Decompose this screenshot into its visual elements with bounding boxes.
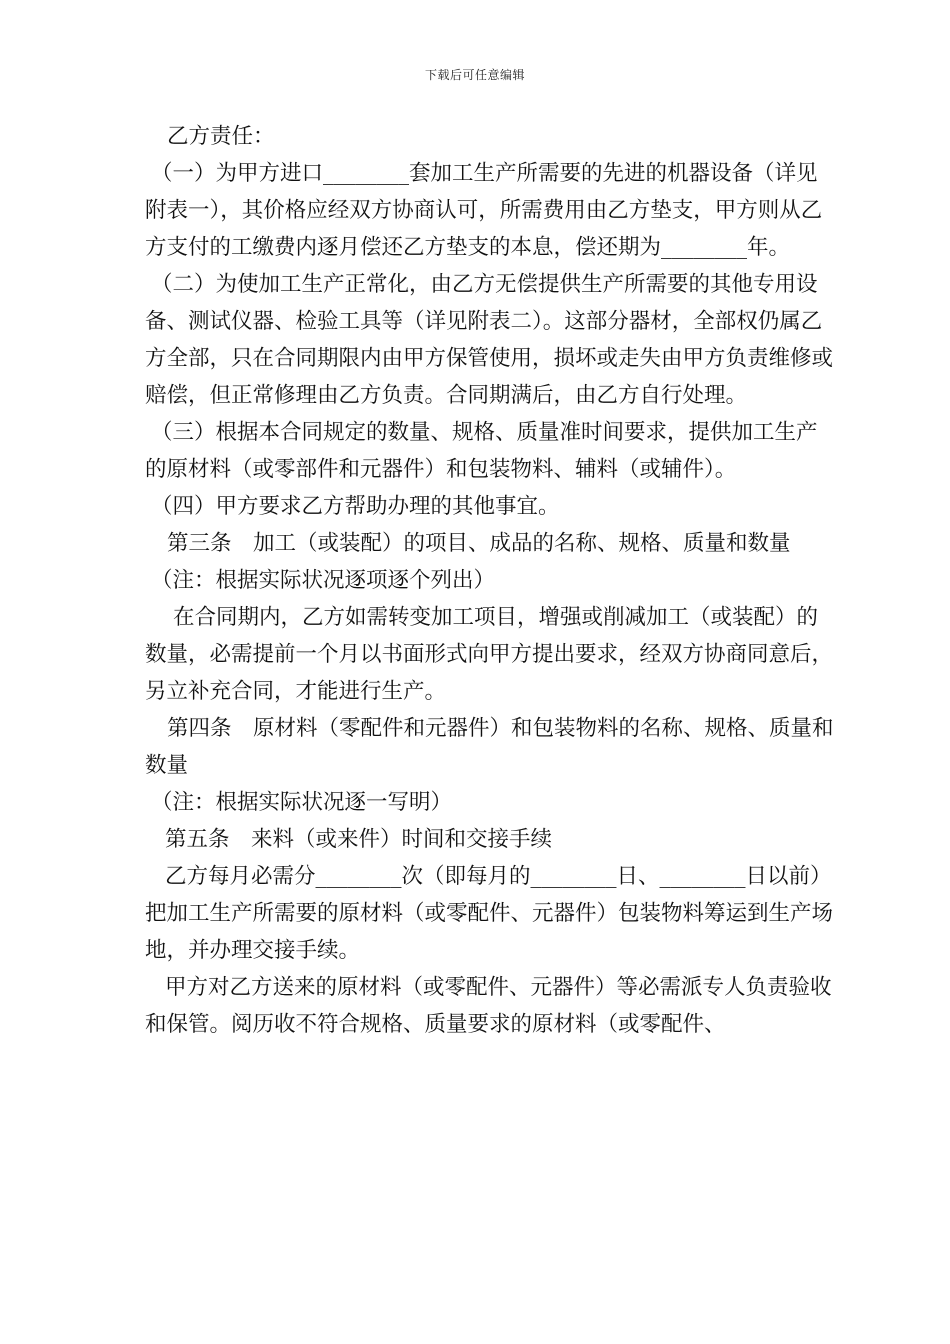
article-5-body-1: 乙方每月必需分________次（即每月的________日、________日以前）把加工生产所需要的原材料（或零配件、元器件）包装物料筹运到生产场地，并办理交接手续。 — [145, 864, 834, 963]
article-5-body-2: 甲方对乙方送来的原材料（或零配件、元器件）等必需派专人负责验收和保管。阅历收不符合规格、质量要求的原材料（或零配件、 — [145, 975, 832, 1037]
clause-1-paragraph: （一）为甲方进口________套加工生产所需要的先进的机器设备（详见附表一），其价格应经双方协商认可，所需费用由乙方垫支，甲方则从乙方支付的工缴费内逐月偿还乙方垫支的本息，偿还期为________年。 — [145, 161, 823, 260]
clause-4-paragraph: （四）甲方要求乙方帮助办理的其他事宜。 — [151, 494, 560, 519]
article-3-body: 在合同期内，乙方如需转变加工项目，增强或削减加工（或装配）的数量，必需提前一个月以书面形式向甲方提出要求，经双方协商同意后，另立补充合同，才能进行生产。 — [145, 605, 834, 704]
clause-3-paragraph: （三）根据本合同规定的数量、规格、质量准时间要求，提供加工生产的原材料（或零部件和元器件）和包装物料、辅料（或辅件）。 — [145, 420, 818, 482]
article-5-title: 第五条 来料（或来件）时间和交接手续 — [165, 827, 553, 852]
yifang-responsibility-title: 乙方责任： — [167, 124, 275, 149]
article-3-note: （注：根据实际状况逐项逐个列出） — [151, 568, 496, 593]
page-header: 下载后可任意编辑 — [424, 68, 525, 82]
article-3-title: 第三条 加工（或装配）的项目、成品的名称、规格、质量和数量 — [167, 531, 791, 556]
clause-2-paragraph: （二）为使加工生产正常化，由乙方无偿提供生产所需要的其他专用设备、测试仪器、检验工具等（详见附表二）。这部分器材，全部权仍属乙方全部，只在合同期限内由甲方保管使用，损坏或走失由甲方负责维修或赔偿，但正常修理由乙方负责。合同期满后，由乙方自行处理。 — [145, 272, 834, 408]
article-4-note: （注：根据实际状况逐一写明） — [151, 790, 453, 815]
document-body — [145, 118, 835, 1043]
article-4-title: 第四条 原材料（零配件和元器件）和包装物料的名称、规格、质量和数量 — [145, 716, 834, 778]
